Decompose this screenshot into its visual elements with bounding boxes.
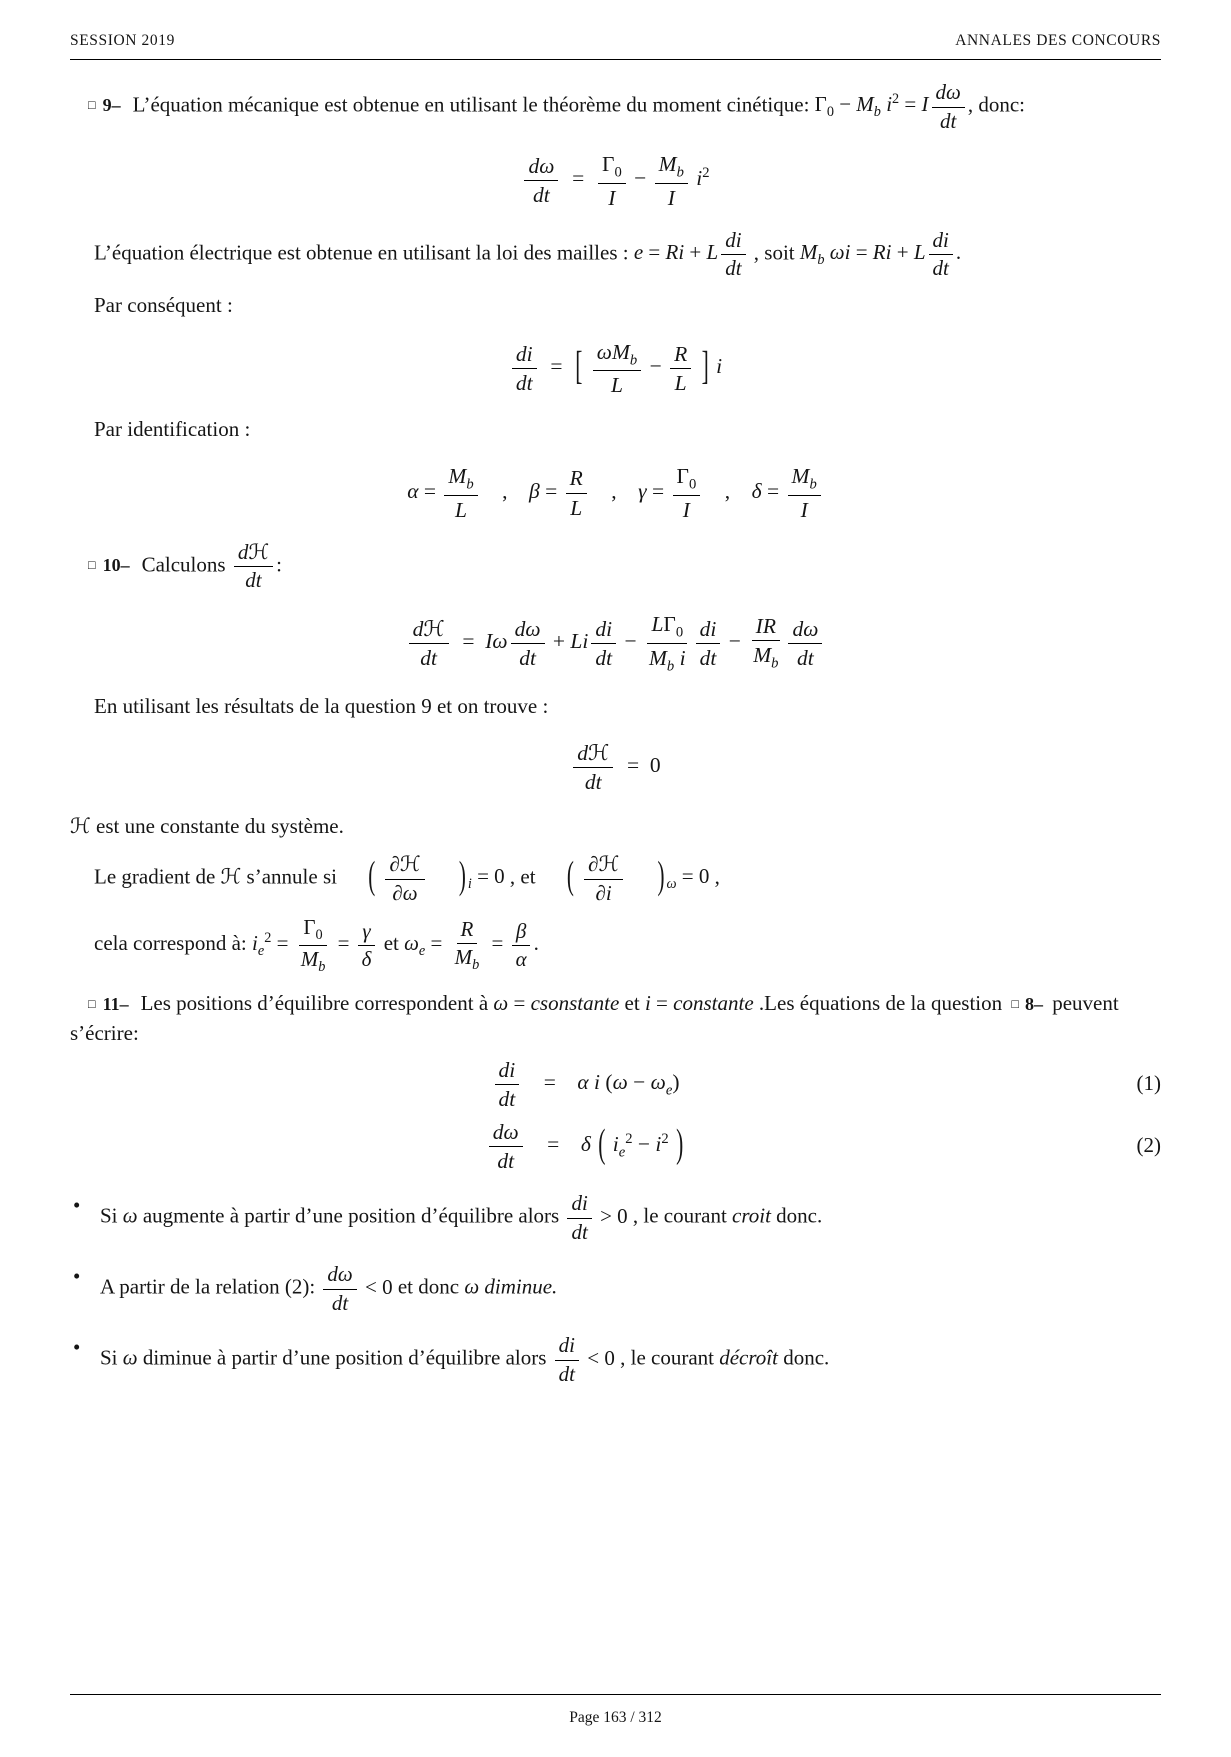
numbered-equation-2 xyxy=(70,1119,1161,1173)
bullet-text xyxy=(100,1333,1161,1386)
inline-math: $\frac{d\omega}{dt}$ < 0 xyxy=(320,1275,392,1299)
text: A partir de la relation (2): xyxy=(100,1274,321,1299)
inline-math: ω xyxy=(122,1345,138,1370)
numbered-equation-1 xyxy=(70,1057,1161,1111)
equation-math: $\frac{d\omega}{dt}$ = $\frac{\Gamma_0}{I}$ − $\frac{M_b}{I}$ $i^2$ xyxy=(521,166,709,190)
question-11-paragraph xyxy=(70,989,1161,1049)
page-body xyxy=(70,80,1161,1387)
bullet-icon: • xyxy=(73,1193,81,1218)
text: est une constante du système. xyxy=(90,814,344,839)
inline-math: ( ∂ℋ ∂ω ) $_i$ = 0 xyxy=(368,852,505,905)
page-header xyxy=(70,30,1161,59)
text: Calculons xyxy=(141,552,231,577)
text: L’équation électrique est obtenue en utilisant la loi des mailles : xyxy=(94,240,634,265)
text: Par identification : xyxy=(94,417,251,442)
header-book-title: ANNALES DES CONCOURS xyxy=(955,32,1161,49)
text: diminue à partir d’une position d’équilibre alors xyxy=(137,1345,552,1370)
question-9-paragraph xyxy=(70,80,1161,133)
text: et donc xyxy=(392,1274,465,1299)
emphasized-word: diminue. xyxy=(484,1274,558,1299)
inline-math: $\frac{di}{dt}$ > 0 xyxy=(564,1204,627,1228)
inline-math: ( ∂ℋ ∂i ) $_\omega$ = 0 xyxy=(566,852,710,905)
text: et xyxy=(619,991,645,1016)
par-identification-line xyxy=(70,415,1161,445)
text: . xyxy=(753,991,765,1016)
question-10-number: 10– xyxy=(102,555,130,576)
equation-math: $\frac{d\omega}{dt}$ = δ ( $i_e^2 - i^2$ ) xyxy=(70,1119,1101,1173)
equation-math: $\frac{di}{dt}$ = α i $(\omega - \omega_e)$ xyxy=(70,1057,1101,1111)
question-8-reference-number: 8– xyxy=(1024,994,1043,1015)
bullet-icon: • xyxy=(73,1335,81,1360)
correspond-line xyxy=(70,915,1161,975)
text: peuvent s’écrire: xyxy=(70,991,1119,1046)
equation-number-1: (1) xyxy=(1136,1071,1161,1096)
text: augmente à partir d’une position d’équilibre alors xyxy=(137,1203,565,1228)
gradient-line xyxy=(70,852,1161,905)
display-equation-di-dt xyxy=(70,339,1161,398)
bullet-item-3 xyxy=(70,1333,1161,1386)
display-equation-dH-dt xyxy=(70,611,1161,674)
page-number: Page 163 / 312 xyxy=(569,1709,662,1726)
text: , xyxy=(709,864,720,889)
bullet-item-1 xyxy=(70,1191,1161,1244)
question-9-text-cont: , donc: xyxy=(967,92,1025,117)
page-footer xyxy=(70,1694,1161,1729)
inline-math: $\frac{di}{dt}$ < 0 xyxy=(552,1346,615,1370)
inline-math: e = Ri + L $\frac{di}{dt}$ xyxy=(634,240,749,264)
question-10-paragraph xyxy=(70,540,1161,593)
square-marker-icon: □ xyxy=(1011,997,1019,1012)
header-session-label: SESSION 2019 xyxy=(70,32,175,49)
text: Si xyxy=(100,1203,123,1228)
par-consequent-line xyxy=(70,291,1161,321)
square-marker-icon: □ xyxy=(88,98,96,113)
text: En utilisant les résultats de la question 9 et on trouve : xyxy=(94,694,549,719)
text: , soit xyxy=(748,240,800,265)
constant-line xyxy=(70,812,1161,842)
bullet-text xyxy=(100,1262,1161,1315)
equation-math: $\frac{di}{dt}$ = [ $\omega M_b$ L − $\frac{R}{L}$ ] i xyxy=(509,354,722,378)
text: cela correspond à: xyxy=(94,931,253,956)
display-equation-coefficients xyxy=(70,463,1161,522)
equation-math: dℋ dt = 0 xyxy=(570,753,660,777)
square-marker-icon: □ xyxy=(88,997,96,1012)
inline-math: ℋ xyxy=(70,814,91,839)
header-rule xyxy=(70,59,1161,60)
text: Les positions d’équilibre correspondent à xyxy=(140,991,494,1016)
text: Les équations de la question xyxy=(764,991,1008,1016)
inline-math: ω xyxy=(122,1203,138,1228)
question-11-number: 11– xyxy=(102,994,129,1015)
inline-math: $\omega_e$ = $\frac{R}{M_b}$ = $\frac{\beta}{\alpha}$ . xyxy=(404,916,539,974)
using-results-line xyxy=(70,692,1161,722)
bullet-icon: • xyxy=(73,1264,81,1289)
footer-rule xyxy=(70,1694,1161,1695)
inline-math: ℋ xyxy=(220,864,242,889)
text: donc. xyxy=(777,1345,830,1370)
question-9-number: 9– xyxy=(102,95,121,116)
inline-math: ω xyxy=(464,1274,480,1299)
electrical-paragraph xyxy=(70,228,1161,281)
square-marker-icon: □ xyxy=(88,558,96,573)
inline-math: $M_b$ ωi = Ri + L $\frac{di}{dt}$ . xyxy=(799,227,962,281)
display-equation-dH-zero xyxy=(70,740,1161,794)
text: , le courant xyxy=(614,1345,720,1370)
equation-math: α = $\frac{M_b}{L}$ , β = $\frac{R}{L}$ , γ = $\frac{\Gamma_0}{I}$ , δ = $\frac{M_b}{I}$ xyxy=(407,479,824,503)
text: s’annule si xyxy=(241,864,343,889)
text: Si xyxy=(100,1345,123,1370)
inline-math: dℋ dt xyxy=(231,552,276,576)
text: : xyxy=(276,552,282,577)
emphasized-word: croit xyxy=(732,1203,771,1228)
text: , et xyxy=(504,864,541,889)
bullet-text xyxy=(100,1191,1161,1244)
inline-math: $\Gamma_0 - M_b$ $i^2 = I$ $\frac{d\omega}{dt}$ xyxy=(815,92,968,116)
question-9-text: L’équation mécanique est obtenue en utilisant le théorème du moment cinétique: xyxy=(132,92,815,117)
emphasized-word: décroît xyxy=(719,1345,778,1370)
text: Par conséquent : xyxy=(94,292,233,317)
equation-math: dℋ dt = Iω $\frac{d\omega}{dt}$ + Li $\frac{di}{dt}$ − $\frac{L\Gamma_0}{M_b i}$ $\frac{di}{dt}$ − $\frac{IR}{M_b}$ $\frac{d\omega}{dt}$ xyxy=(406,629,826,653)
equation-number-2: (2) xyxy=(1136,1133,1161,1158)
display-equation-mechanical xyxy=(70,151,1161,210)
inline-math: $i_e^2$ = $\frac{\Gamma_0}{M_b}$ = $\frac{\gamma}{\delta}$ xyxy=(252,931,378,955)
text: donc. xyxy=(770,1203,823,1228)
text: , le courant xyxy=(627,1203,733,1228)
text: Le gradient de xyxy=(94,864,221,889)
text: et xyxy=(378,931,405,956)
inline-math: ω = csonstante xyxy=(493,991,620,1016)
inline-math: i = constante xyxy=(644,991,754,1016)
bullet-item-2 xyxy=(70,1262,1161,1315)
